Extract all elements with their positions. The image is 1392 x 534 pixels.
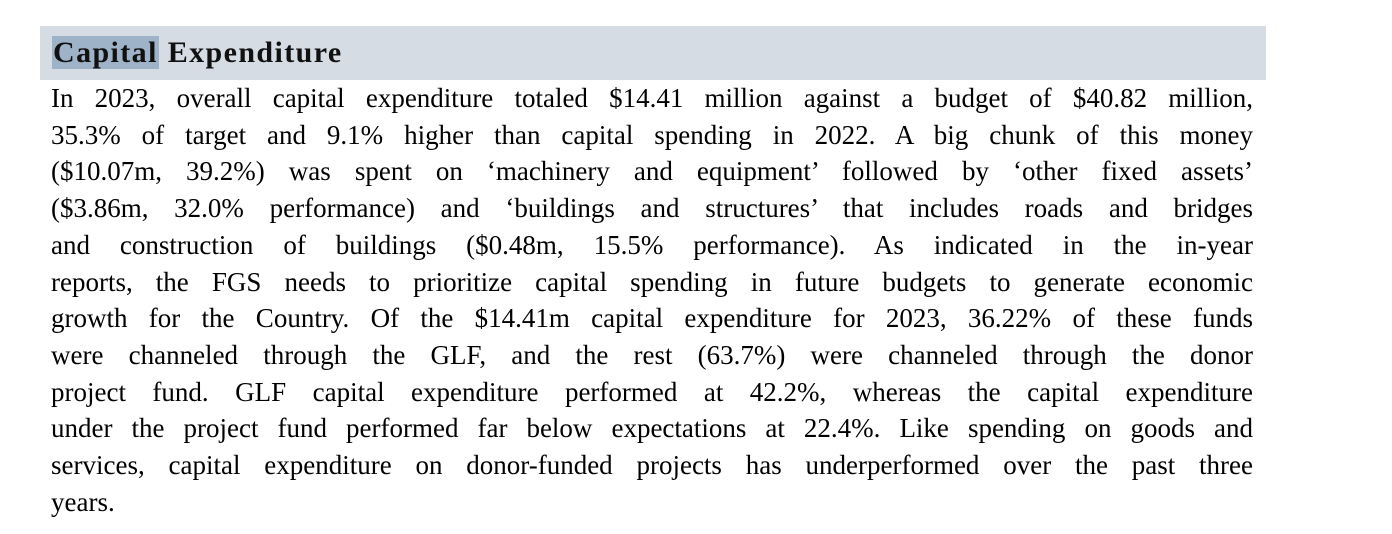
section-heading-bar xyxy=(40,26,1266,80)
paragraph-line: under the project fund performed far below expectations at 22.4%. Like spending on goods and xyxy=(51,413,1253,444)
paragraph-line: were channeled through the GLF, and the rest (63.7%) were channeled through the donor xyxy=(51,339,1253,370)
paragraph-line: ($3.86m, 32.0% performance) and ‘buildings and structures’ that includes roads and bridges xyxy=(51,193,1253,224)
paragraph-line: services, capital expenditure on donor-funded projects has underperformed over the past three xyxy=(51,450,1253,481)
paragraph-line: and construction of buildings ($0.48m, 15.5% performance). As indicated in the in-year xyxy=(51,229,1253,260)
paragraph-line: reports, the FGS needs to prioritize capital spending in future budgets to generate economic xyxy=(51,266,1253,297)
heading-selected-word[interactable]: Capital xyxy=(53,36,158,69)
paragraph-line: project fund. GLF capital expenditure performed at 42.2%, whereas the capital expenditure xyxy=(51,376,1253,407)
paragraph-line: 35.3% of target and 9.1% higher than capital spending in 2022. A big chunk of this money xyxy=(51,119,1253,150)
paragraph-line: years. xyxy=(51,486,115,517)
paragraph-line: ($10.07m, 39.2%) was spent on ‘machinery and equipment’ followed by ‘other fixed assets’ xyxy=(51,156,1253,187)
capital-expenditure-section xyxy=(40,26,1266,520)
section-heading xyxy=(52,38,343,68)
heading-rest[interactable]: Expenditure xyxy=(158,36,343,69)
body-paragraph[interactable] xyxy=(40,80,1253,520)
paragraph-line: growth for the Country. Of the $14.41m capital expenditure for 2023, 36.22% of these funds xyxy=(51,303,1253,334)
paragraph-line: In 2023, overall capital expenditure totaled $14.41 million against a budget of $40.82 million, xyxy=(51,83,1253,113)
